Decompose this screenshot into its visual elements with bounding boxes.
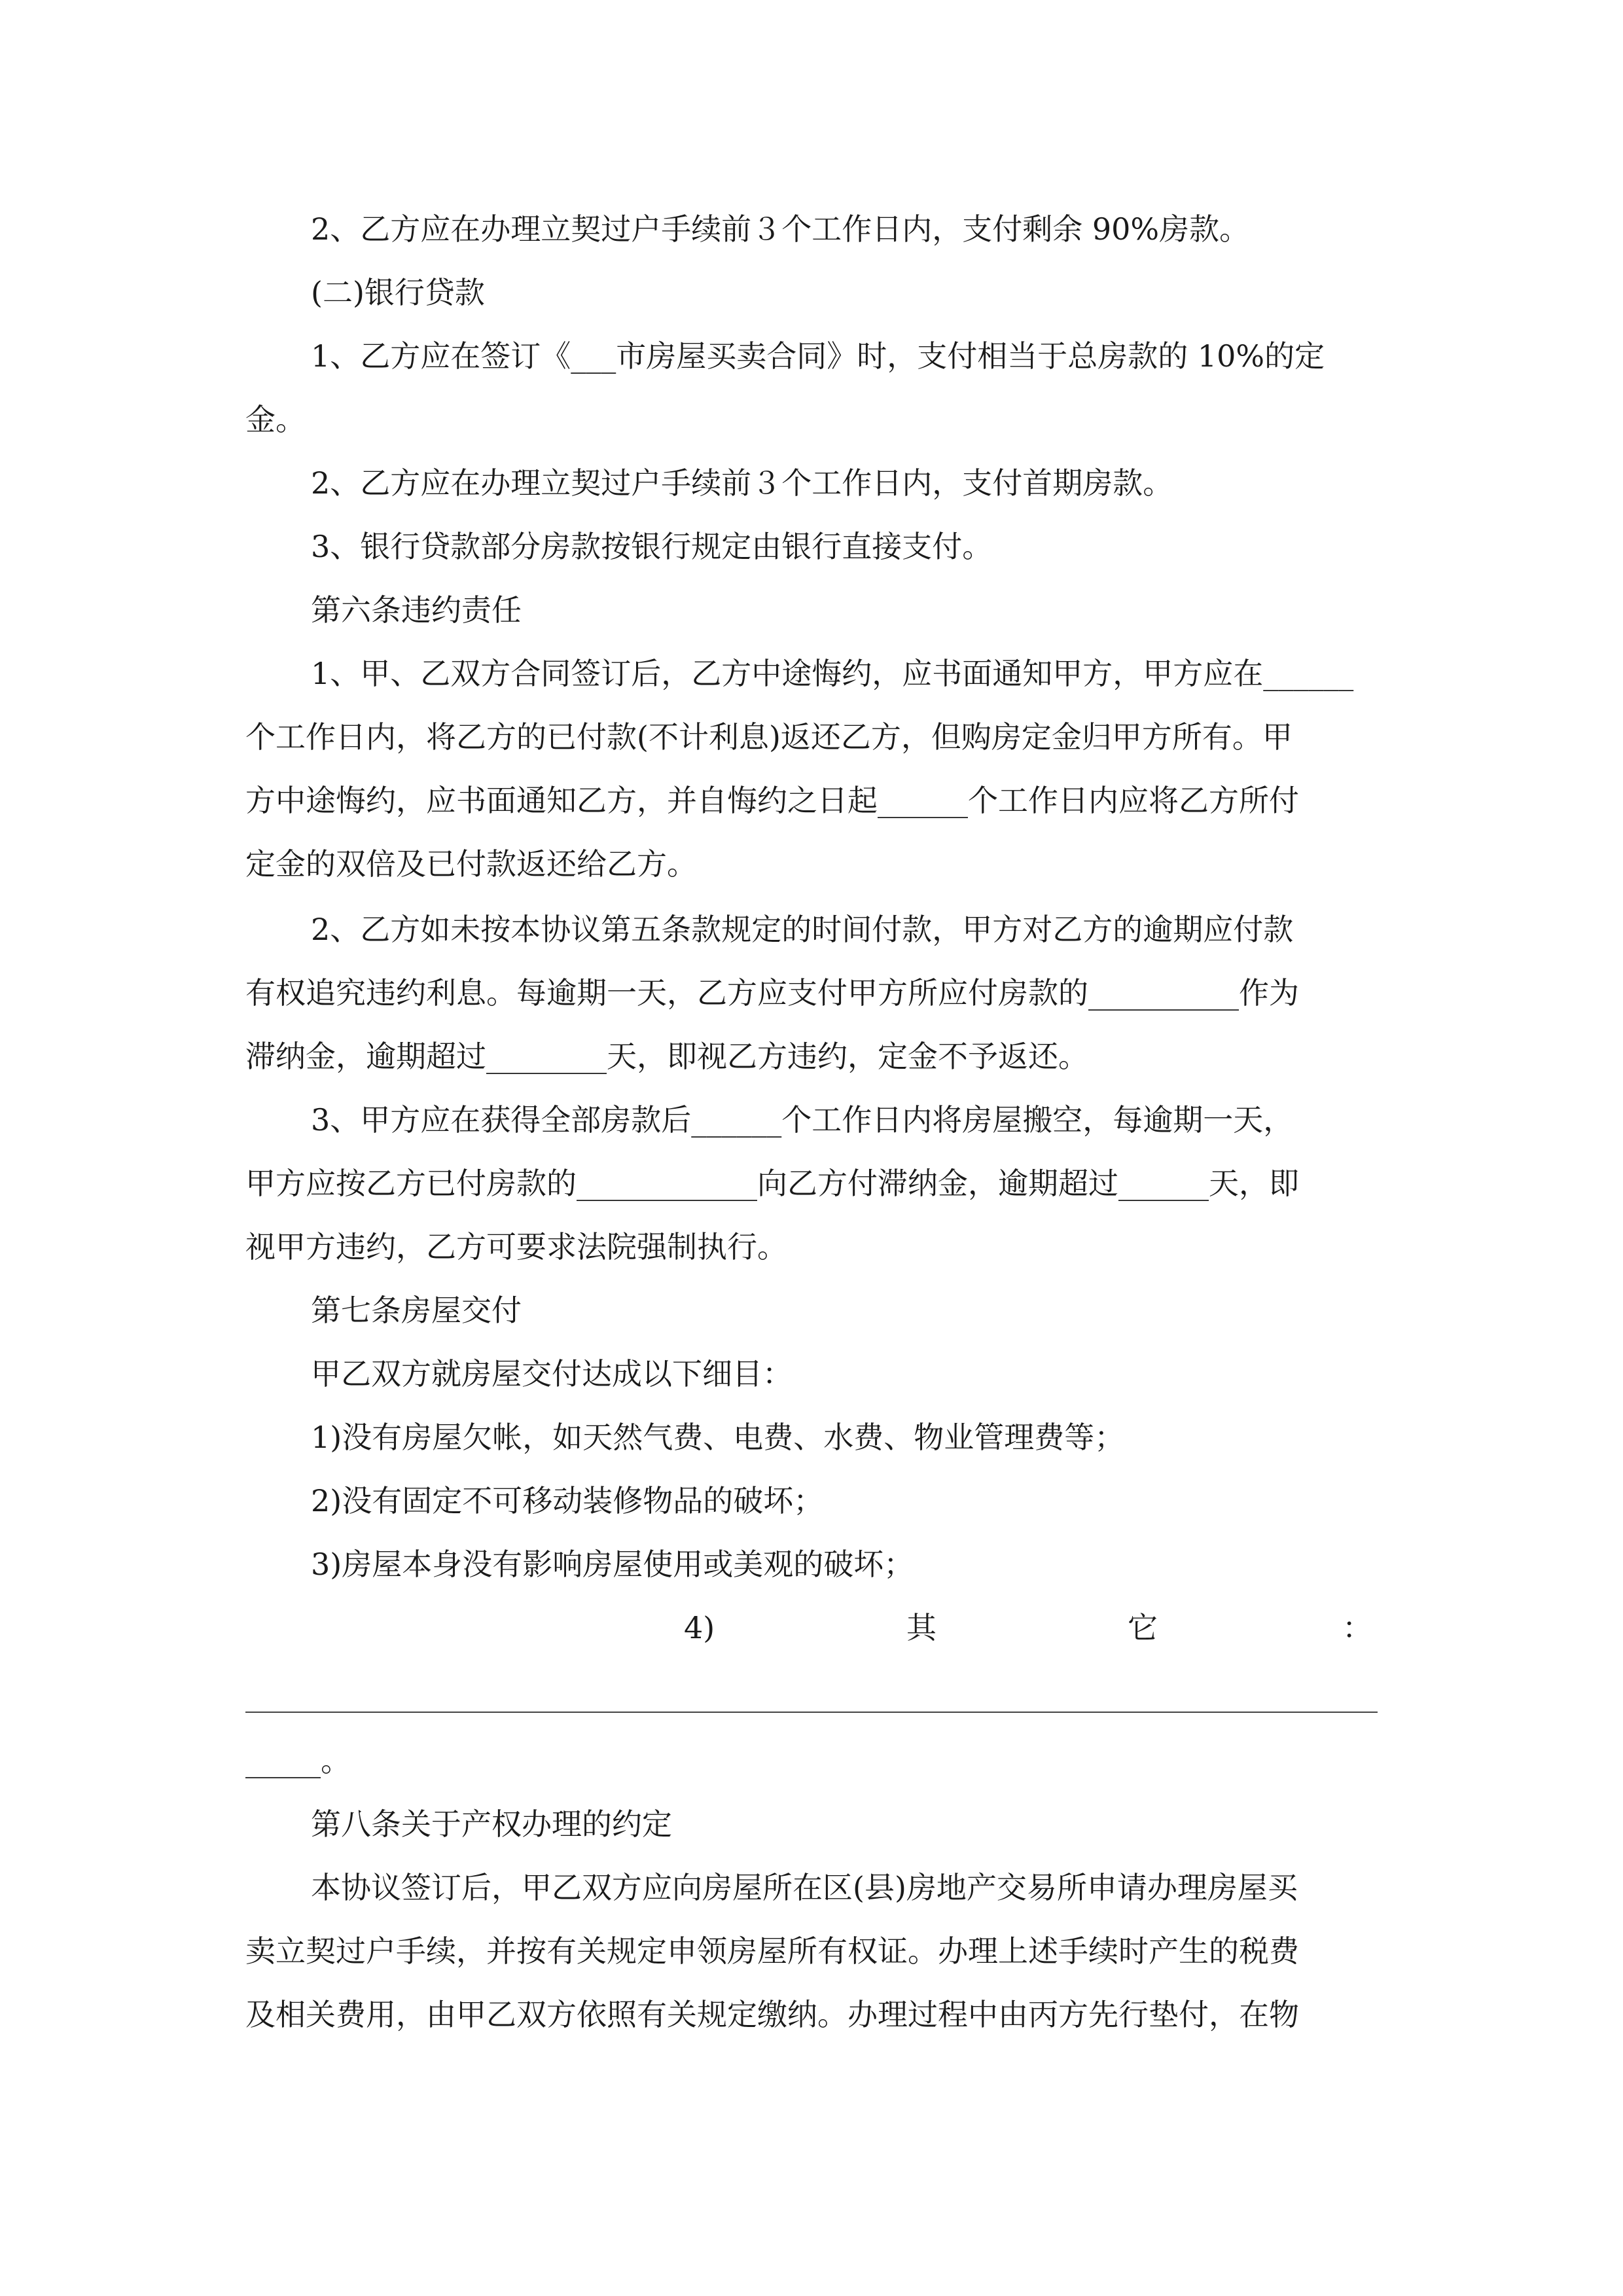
para-title-transfer-line1: 本协议签订后，甲乙双方应向房屋所在区(县)房地产交易所申请办理房屋买 (311, 1870, 1298, 1905)
para-loan-deposit-line2: 金。 (245, 402, 306, 437)
list-item-4-number: 4) (684, 1610, 715, 1645)
heading-article-6: 第六条违约责任 (311, 592, 522, 628)
para-breach-1-line2: 个工作日内，将乙方的已付款(不计利息)返还乙方，但购房定金归甲方所有。甲 (245, 719, 1293, 755)
para-breach-2-line2: 有权追究违约利息。每逾期一天，乙方应支付甲方所应付房款的__________作为 (245, 975, 1299, 1011)
para-breach-1-line4: 定金的双倍及已付款返还给乙方。 (245, 846, 697, 882)
para-breach-1-line3: 方中途悔约，应书面通知乙方，并自悔约之日起______个工作日内应将乙方所付 (245, 783, 1299, 818)
document-page (245, 0, 1378, 2296)
para-breach-3-line2: 甲方应按乙方已付房款的____________向乙方付滞纳金，逾期超过______天，即 (245, 1166, 1299, 1201)
para-title-transfer-line3: 及相关费用，由甲乙双方依照有关规定缴纳。办理过程中由丙方先行垫付，在物 (245, 1997, 1299, 2032)
list-item-4-char1: 其 (906, 1610, 936, 1645)
para-breach-1-line1: 1、甲、乙双方合同签订后，乙方中途悔约，应书面通知甲方，甲方应在______ (311, 656, 1354, 691)
heading-article-7: 第七条房屋交付 (311, 1293, 522, 1328)
fill-in-rule (245, 1712, 1378, 1713)
para-delivery-intro: 甲乙双方就房屋交付达成以下细目： (311, 1356, 793, 1391)
list-item-3: 3)房屋本身没有影响房屋使用或美观的破坏； (311, 1547, 914, 1582)
para-payment-remaining: 2、乙方应在办理立契过户手续前３个工作日内，支付剩余 90%房款。 (311, 211, 1250, 247)
para-breach-3-line3: 视甲方违约，乙方可要求法院强制执行。 (245, 1229, 787, 1265)
list-item-4-char2: 它 (1128, 1610, 1158, 1645)
para-loan-bank-payment: 3、银行贷款部分房款按银行规定由银行直接支付。 (311, 529, 993, 564)
para-loan-deposit-line1: 1、乙方应在签订《___市房屋买卖合同》时，支付相当于总房款的 10%的定 (311, 338, 1325, 374)
list-item-2: 2)没有固定不可移动装修物品的破坏； (311, 1483, 824, 1518)
para-title-transfer-line2: 卖立契过户手续，并按有关规定申领房屋所有权证。办理上述手续时产生的税费 (245, 1933, 1299, 1969)
fill-in-blank-end: _____。 (245, 1743, 351, 1778)
heading-article-8: 第八条关于产权办理的约定 (311, 1806, 672, 1842)
list-item-1: 1)没有房屋欠帐，如天然气费、电费、水费、物业管理费等； (311, 1420, 1125, 1455)
list-item-4-colon: ： (1342, 1610, 1372, 1645)
para-breach-2-line1: 2、乙方如未按本协议第五条款规定的时间付款，甲方对乙方的逾期应付款 (311, 912, 1294, 947)
heading-bank-loan: (二)银行贷款 (311, 275, 485, 310)
para-breach-3-line1: 3、甲方应在获得全部房款后______个工作日内将房屋搬空，每逾期一天， (311, 1102, 1294, 1138)
para-loan-first-payment: 2、乙方应在办理立契过户手续前３个工作日内，支付首期房款。 (311, 465, 1173, 501)
para-breach-2-line3: 滞纳金，逾期超过________天，即视乙方违约，定金不予返还。 (245, 1039, 1088, 1074)
